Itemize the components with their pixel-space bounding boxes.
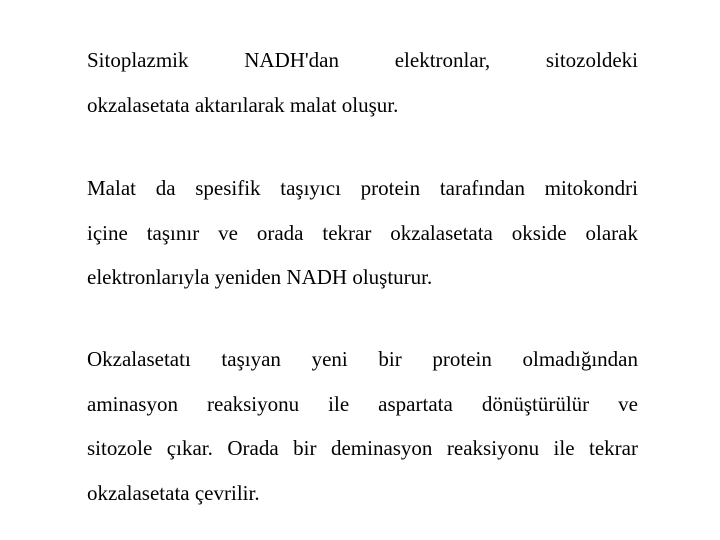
paragraph-line: okzalasetata çevrilir. <box>87 480 260 505</box>
paragraph-line: Sitoplazmik NADH'dan elektronlar, sitozoldeki <box>87 48 638 72</box>
paragraph-2 <box>87 166 638 300</box>
paragraph-line: Okzalasetatı taşıyan yeni bir protein olmadığından <box>87 347 638 371</box>
paragraph-line: okzalasetata aktarılarak malat oluşur. <box>87 92 399 117</box>
paragraph-line: içine taşınır ve orada tekrar okzalasetata okside olarak <box>87 220 638 245</box>
paragraph-line: Malat da spesifik taşıyıcı protein tarafından mitokondri <box>87 176 638 200</box>
paragraph-3 <box>87 337 638 515</box>
paragraph-1 <box>87 38 638 127</box>
paragraph-line: aminasyon reaksiyonu ile aspartata dönüştürülür ve <box>87 391 638 416</box>
paragraph-line: sitozole çıkar. Orada bir deminasyon reaksiyonu ile tekrar <box>87 436 638 460</box>
paragraph-line: elektronlarıyla yeniden NADH oluşturur. <box>87 265 433 289</box>
